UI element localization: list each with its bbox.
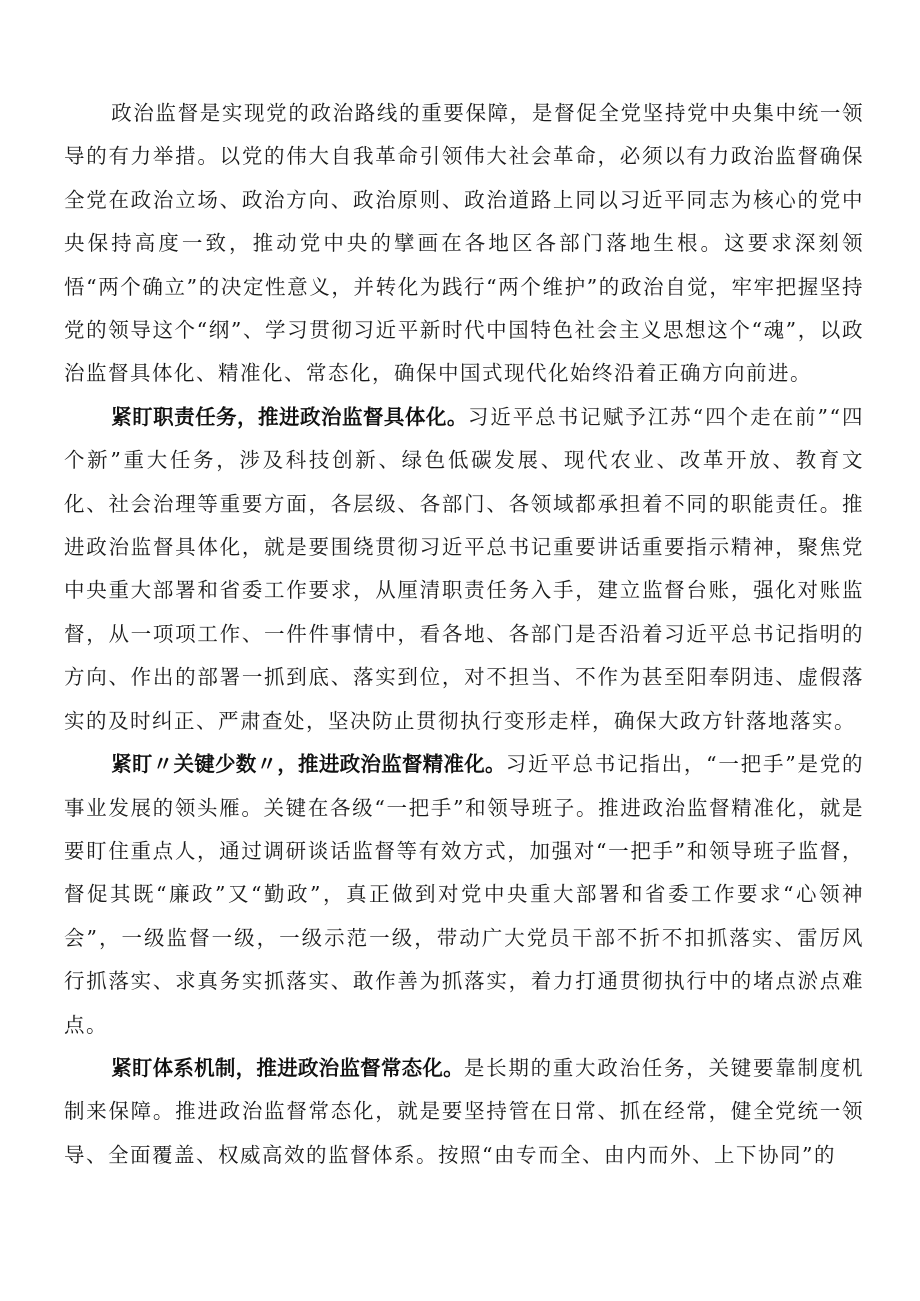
paragraph-lead: 紧盯体系机制，推进政治监督常态化。 xyxy=(111,1055,464,1080)
paragraph-body: 是长期的重大政治任务，关键要靠制度机制来保障。推进政治监督常态化，就是要坚持管在日常、抓在经常，健全党统一领导、全面覆盖、权威高效的监督体系。按照“由专而全、由内而外、上下协同”的 xyxy=(64,1055,865,1167)
document-page xyxy=(64,92,864,1177)
paragraph-lead: 紧盯职责任务，推进政治监督具体化。 xyxy=(111,404,468,429)
paragraph-body: 政治监督是实现党的政治路线的重要保障，是督促全党坚持党中央集中统一领导的有力举措。以党的伟大自我革命引领伟大社会革命，必须以有力政治监督确保全党在政治立场、政治方向、政治原则、政治道路上同以习近平同志为核心的党中央保持高度一致，推动党中央的擘画在各地区各部门落地生根。这要求深刻领悟“两个确立”的决定性意义，并转化为践行“两个维护”的政治自觉，牢牢把握坚持党的领导这个“纲”、学习贯彻习近平新时代中国特色社会主义思想这个“魂”，以政治监督具体化、精准化、常态化，确保中国式现代化始终沿着正确方向前进。 xyxy=(64,101,864,386)
paragraph-responsibility xyxy=(64,396,864,743)
paragraph-body: 习近平总书记指出，“一把手”是党的事业发展的领头雁。关键在各级“一把手”和领导班子。推进政治监督精准化，就是要盯住重点人，通过调研谈话监督等有效方式，加强对“一把手”和领导班子监督，督促其既“廉政”又“勤政”，真正做到对党中央重大部署和省委工作要求“心领神会”，一级监督一级，一级示范一级，带动广大党员干部不折不扣抓落实、雷厉风行抓落实、求真务实抓落实、敢作善为抓落实，着力打通贯彻执行中的堵点淤点难点。 xyxy=(64,752,865,1037)
paragraph-lead: 紧盯〃关键少数〃，推进政治监督精准化。 xyxy=(111,752,506,777)
paragraph-intro xyxy=(64,92,864,396)
paragraph-system-mechanism xyxy=(64,1047,864,1177)
paragraph-key-minority xyxy=(64,743,864,1047)
paragraph-body: 习近平总书记赋予江苏“四个走在前”“四个新”重大任务，涉及科技创新、绿色低碳发展、现代农业、改革开放、教育文化、社会治理等重要方面，各层级、各部门、各领域都承担着不同的职能责任。推进政治监督具体化，就是要围绕贯彻习近平总书记重要讲话重要指示精神，聚焦党中央重大部署和省委工作要求，从厘清职责任务入手，建立监督台账，强化对账监督，从一项项工作、一件件事情中，看各地、各部门是否沿着习近平总书记指明的方向、作出的部署一抓到底、落实到位，对不担当、不作为甚至阳奉阴违、虚假落实的及时纠正、严肃查处，坚决防止贯彻执行变形走样，确保大政方针落地落实。 xyxy=(64,404,864,733)
